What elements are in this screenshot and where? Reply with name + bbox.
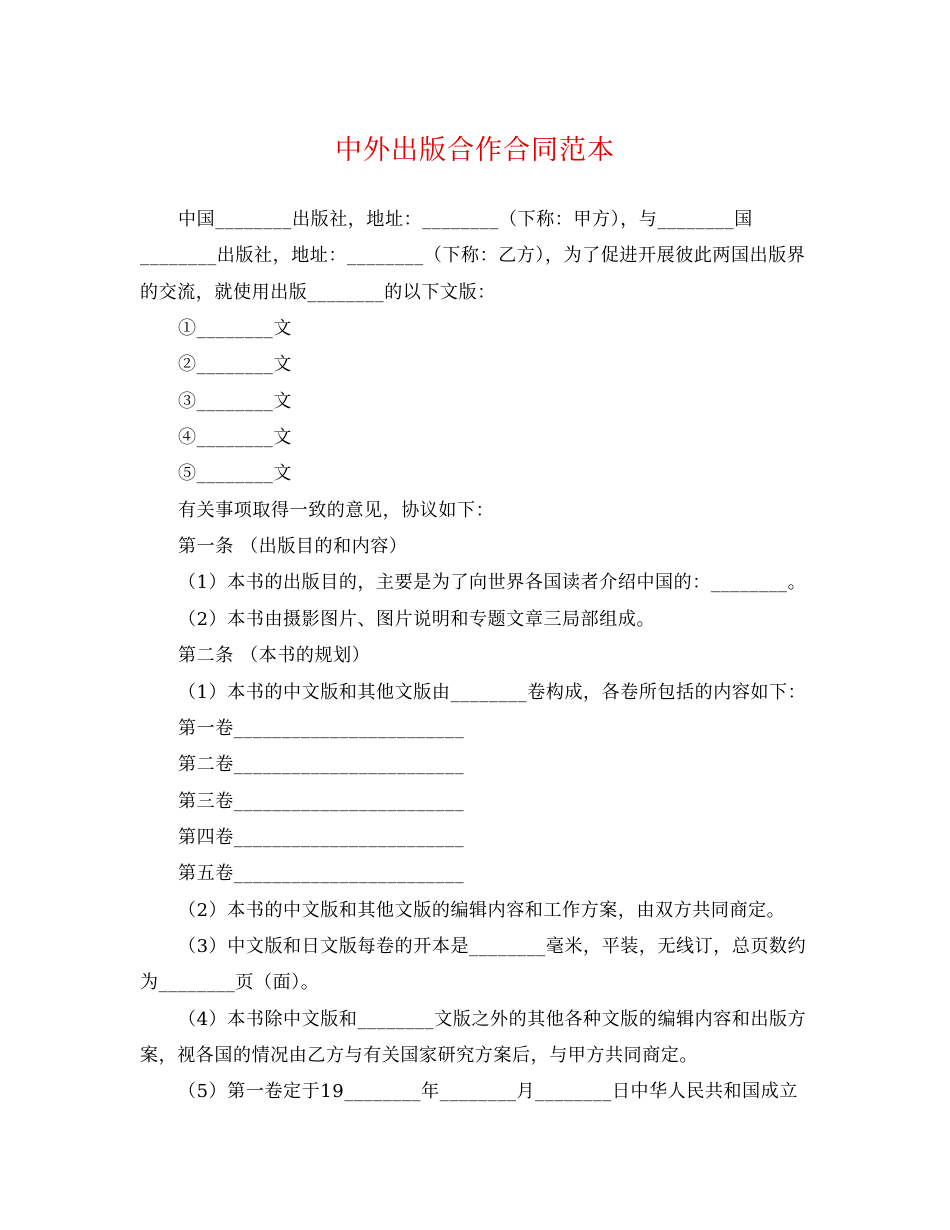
paragraph-line: 有关事项取得一致的意见，协议如下： xyxy=(178,500,495,521)
paragraph-line: 的交流，就使用出版________的以下文版： xyxy=(140,282,496,303)
document-title: 中外出版合作合同范本 xyxy=(335,135,615,166)
volume-line: 第四卷________________________ xyxy=(178,827,465,848)
volume-line: 第三卷________________________ xyxy=(178,791,465,812)
clause-line: （1）本书的中文版和其他文版由________卷构成，各卷所包括的内容如下： xyxy=(178,682,807,703)
clause-line: （2）本书的中文版和其他文版的编辑内容和工作方案，由双方共同商定。 xyxy=(178,900,786,921)
list-item: ①________文 xyxy=(178,318,292,339)
article-heading: 第二条 （本书的规划） xyxy=(178,645,371,666)
volume-line: 第五卷________________________ xyxy=(178,863,465,884)
clause-line: （4）本书除中文版和________文版之外的其他各种文版的编辑内容和出版方 xyxy=(178,1009,807,1030)
clause-line: 案，视各国的情况由乙方与有关国家研究方案后，与甲方共同商定。 xyxy=(140,1045,698,1066)
list-item: ②________文 xyxy=(178,354,292,375)
clause-line: （5）第一卷定于19________年________月________日中华人民共和国成立 xyxy=(178,1081,798,1102)
list-item: ④________文 xyxy=(178,427,292,448)
clause-line: （2）本书由摄影图片、图片说明和专题文章三局部组成。 xyxy=(178,609,656,630)
clause-line: 为________页（面）。 xyxy=(140,972,320,993)
article-heading: 第一条 （出版目的和内容） xyxy=(178,536,408,557)
volume-line: 第二卷________________________ xyxy=(178,754,465,775)
clause-line: （1）本书的出版目的，主要是为了向世界各国读者介绍中国的：________。 xyxy=(178,572,807,593)
paragraph-line: 中国________出版社，地址：________（下称：甲方），与________国 xyxy=(178,209,753,230)
list-item: ③________文 xyxy=(178,391,292,412)
list-item: ⑤________文 xyxy=(178,463,292,484)
volume-line: 第一卷________________________ xyxy=(178,718,465,739)
paragraph-line: ________出版社，地址：________（下称：乙方），为了促进开展彼此两国出版界 xyxy=(140,245,806,266)
clause-line: （3）中文版和日文版每卷的开本是________毫米，平装，无线订，总页数约 xyxy=(178,936,807,957)
